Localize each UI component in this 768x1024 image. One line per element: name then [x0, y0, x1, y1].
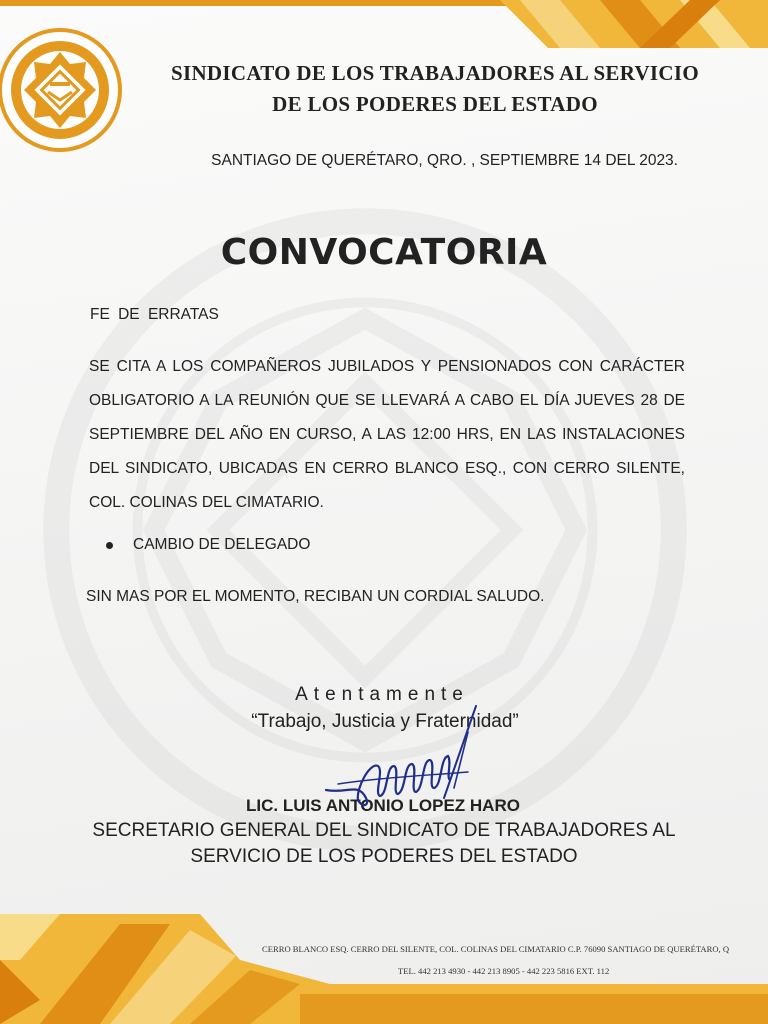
- signer-name: LIC. LUIS ANTONIO LOPEZ HARO: [246, 796, 520, 815]
- agenda-list: [106, 536, 310, 554]
- agenda-item-label: CAMBIO DE DELEGADO: [133, 536, 311, 553]
- handwritten-signature: [318, 702, 478, 814]
- union-seal-logo: [0, 24, 132, 156]
- agenda-item: [106, 536, 310, 554]
- organization-name-line-2: DE LOS PODERES DEL ESTADO: [272, 92, 598, 116]
- signer-role-line-2: SERVICIO DE LOS PODERES DEL ESTADO: [190, 846, 578, 867]
- errata-notice: FE DE ERRATAS: [90, 306, 219, 323]
- footer-phones: TEL. 442 213 4930 - 442 213 8905 - 442 223 5816 EXT. 112: [398, 966, 610, 976]
- signer-role: [60, 818, 708, 870]
- motto: “Trabajo, Justicia y Fraternidad”: [251, 711, 519, 732]
- organization-name: [140, 58, 730, 120]
- bullet-icon: [106, 542, 113, 549]
- organization-name-line-1: SINDICATO DE LOS TRABAJADORES AL SERVICIO: [171, 61, 699, 85]
- salutation: Atentamente: [295, 684, 469, 705]
- body-paragraph: SE CITA A LOS COMPAÑEROS JUBILADOS Y PENSIONADOS CON CARÁCTER OBLIGATORIO A LA REUNIÓN QUE SE LLEVARÁ A CABO EL DÍA JUEVES 28 DE SEPTIEMBRE DEL AÑO EN CURSO, A LAS 12:00 HRS, EN LAS INSTALACIONES DEL SINDICATO, UBICADAS EN CERRO BLANCO ESQ., CON CERRO SILENTE, COL. COLINAS DEL CIMATARIO.: [89, 358, 685, 511]
- document-title: CONVOCATORIA: [220, 232, 548, 273]
- place-and-date: SANTIAGO DE QUERÉTARO, QRO. , SEPTIEMBRE 14 DEL 2023.: [211, 152, 678, 169]
- footer-address: CERRO BLANCO ESQ. CERRO DEL SILENTE, COL. COLINAS DEL CIMATARIO C.P. 76090 SANTIAGO DE QUERÉTARO, Q: [262, 944, 730, 954]
- signer-role-line-1: SECRETARIO GENERAL DEL SINDICATO DE TRABAJADORES AL: [92, 820, 676, 841]
- closing-line: SIN MAS POR EL MOMENTO, RECIBAN UN CORDIAL SALUDO.: [86, 588, 545, 605]
- footer-decorative-band: [0, 900, 768, 1024]
